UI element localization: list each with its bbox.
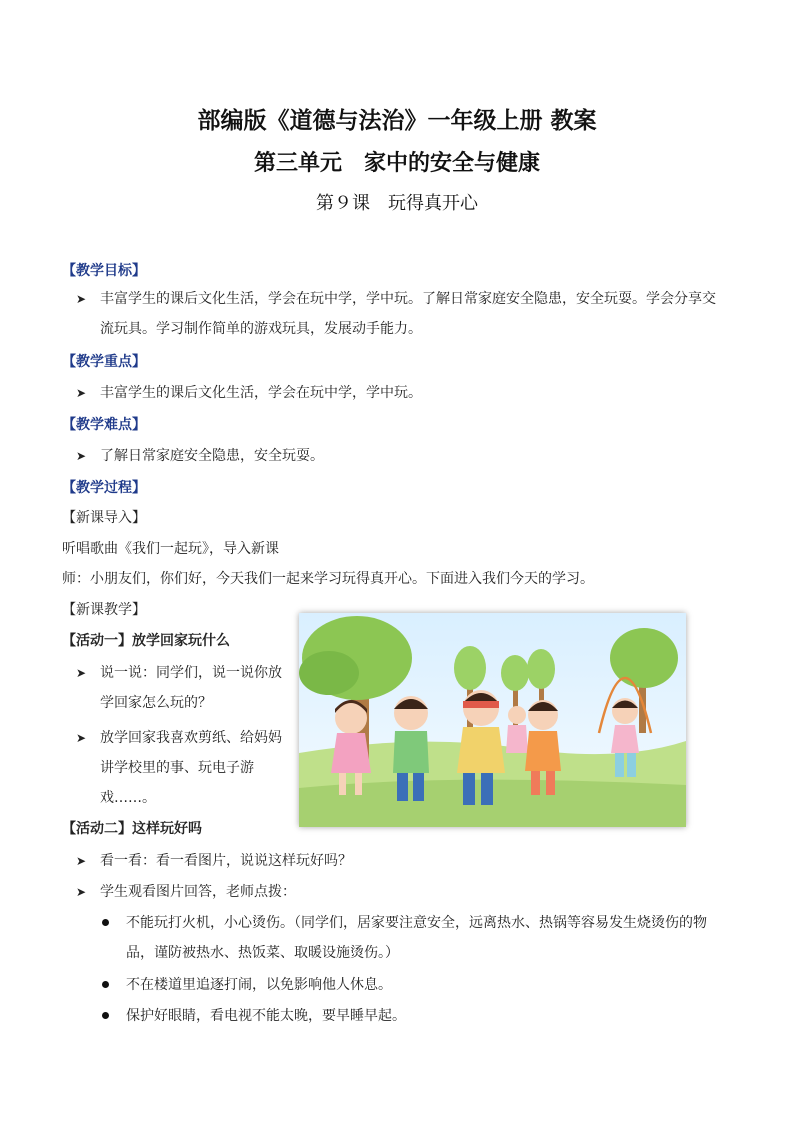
activity2-bullet1: 看一看：看一看图片，说说这样玩好吗？ xyxy=(100,853,352,869)
arrow-bullet-icon: ➤ xyxy=(76,854,87,868)
unit-title: 第三单元 家中的安全与健康 xyxy=(253,151,540,176)
difficulties-text: 了解日常家庭安全隐患，安全玩耍。 xyxy=(100,448,324,464)
intro-text-line1: 听唱歌曲《我们一起玩》，导入新课 xyxy=(62,541,279,557)
document-title: 部编版《道德与法治》一年级上册 教案 xyxy=(197,108,597,134)
activity1-bullet2-line1: 放学回家我喜欢剪纸、给妈妈 xyxy=(100,730,282,746)
activity2-label: 【活动二】这样玩好吗 xyxy=(62,821,202,837)
arrow-bullet-icon: ➤ xyxy=(76,666,87,680)
activity1-bullet1-line2: 学回家怎么玩的？ xyxy=(100,695,212,711)
goals-text-line2: 流玩具。学习制作简单的游戏玩具，发展动手能力。 xyxy=(100,321,422,337)
key-points-text: 丰富学生的课后文化生活，学会在玩中学，学中玩。 xyxy=(100,385,422,401)
section-goals-heading: 【教学目标】 xyxy=(62,263,146,279)
activity2-bullet2: 学生观看图片回答，老师点拨： xyxy=(100,884,296,900)
section-difficulties-heading: 【教学难点】 xyxy=(62,417,146,433)
illustration-svg xyxy=(299,613,686,827)
children-playing-illustration xyxy=(299,613,686,827)
intro-text-line2: 师：小朋友们，你们好，今天我们一起来学习玩得真开心。下面进入我们今天的学习。 xyxy=(62,571,594,587)
arrow-bullet-icon: ➤ xyxy=(76,386,87,400)
arrow-bullet-icon: ➤ xyxy=(76,292,87,306)
section-key-points-heading: 【教学重点】 xyxy=(62,354,146,370)
dot-bullet-icon xyxy=(102,981,109,988)
activity1-bullet2-line3: 戏……。 xyxy=(100,790,156,806)
activity2-point1-line1: 不能玩打火机，小心烫伤。（同学们，居家要注意安全，远离热水、热锅等容易发生烧烫伤的物 xyxy=(126,915,707,931)
arrow-bullet-icon: ➤ xyxy=(76,885,87,899)
arrow-bullet-icon: ➤ xyxy=(76,449,87,463)
teach-label: 【新课教学】 xyxy=(62,602,146,618)
goals-text-line1: 丰富学生的课后文化生活，学会在玩中学，学中玩。了解日常家庭安全隐患，安全玩耍。学会分享交 xyxy=(100,291,716,307)
dot-bullet-icon xyxy=(102,1012,109,1019)
activity1-label: 【活动一】放学回家玩什么 xyxy=(62,633,230,649)
activity2-point2: 不在楼道里追逐打闹，以免影响他人休息。 xyxy=(126,977,392,993)
section-process-heading: 【教学过程】 xyxy=(62,480,146,496)
activity1-bullet2-line2: 讲学校里的事、玩电子游 xyxy=(100,760,254,776)
intro-label: 【新课导入】 xyxy=(62,510,146,526)
dot-bullet-icon xyxy=(102,919,109,926)
arrow-bullet-icon: ➤ xyxy=(76,731,87,745)
activity2-point3: 保护好眼睛，看电视不能太晚，要早睡早起。 xyxy=(126,1008,406,1024)
activity1-bullet1-line1: 说一说：同学们，说一说你放 xyxy=(100,665,282,681)
activity2-point1-line2: 品，谨防被热水、热饭菜、取暖设施烫伤。） xyxy=(126,945,399,961)
lesson-title: 第９课 玩得真开心 xyxy=(316,193,478,214)
